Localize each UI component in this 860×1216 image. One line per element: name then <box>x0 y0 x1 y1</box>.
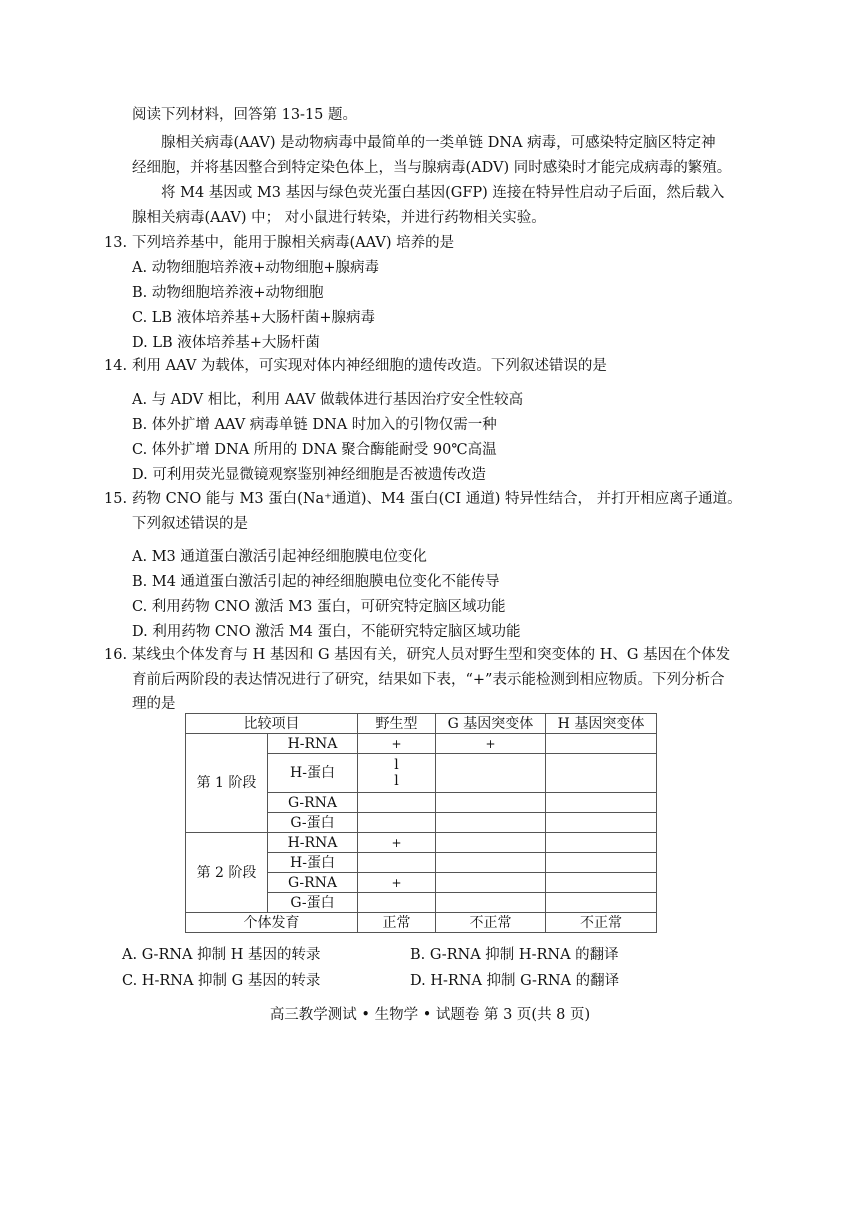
table-cell <box>546 754 657 793</box>
question-15-option-c: C. 利用药物 CNO 激活 M3 蛋白，可研究特定脑区域功能 <box>132 599 506 615</box>
table-cell <box>358 754 436 793</box>
question-16-stem-line-1: 某线虫个体发育与 H 基因和 G 基因有关，研究人员对野生型和突变体的 H、G 基因在个体发 <box>132 647 731 663</box>
table-cell <box>358 853 436 873</box>
question-16-option-d: D. H-RNA 抑制 G-RNA 的翻译 <box>410 973 620 989</box>
table-row <box>186 913 657 933</box>
table-cell <box>546 873 657 893</box>
development-wild-type: 正常 <box>358 913 436 933</box>
table-cell: + <box>436 734 546 754</box>
question-14-stem: 利用 AAV 为载体，可实现对体内神经细胞的遗传改造。下列叙述错误的是 <box>132 358 607 374</box>
question-13-option-b: B. 动物细胞培养液+动物细胞 <box>132 285 324 301</box>
question-16-number: 16. <box>104 647 128 663</box>
question-14-option-b: B. 体外扩增 AAV 病毒单链 DNA 时加入的引物仅需一种 <box>132 417 497 433</box>
table-cell <box>546 853 657 873</box>
header-g-mutant: G 基因突变体 <box>436 714 546 734</box>
question-15-stem-line-1: 药物 CNO 能与 M3 蛋白(Na⁺通道)、M4 蛋白(CI 通道) 特异性结合， 并打开相应离子通道。 <box>132 491 742 507</box>
stage-1-label: 第 1 阶段 <box>186 734 268 833</box>
question-13-option-d: D. LB 液体培养基+大肠杆菌 <box>132 335 320 351</box>
table-cell: + <box>358 833 436 853</box>
question-15-stem-line-2: 下列叙述错误的是 <box>132 516 248 532</box>
material-paragraph-1-line-1: 腺相关病毒(AAV) 是动物病毒中最简单的一类单链 DNA 病毒，可感染特定脑区特定神 <box>161 135 716 151</box>
cell-mark: l <box>394 773 399 789</box>
row-label: G-RNA <box>268 873 358 893</box>
question-15-number: 15. <box>104 491 128 507</box>
material-paragraph-2-line-2: 腺相关病毒(AAV) 中； 对小鼠进行转染，并进行药物相关实验。 <box>132 210 546 226</box>
question-14-number: 14. <box>104 358 128 374</box>
gene-expression-table <box>185 713 657 933</box>
question-15-option-b: B. M4 通道蛋白激活引起的神经细胞膜电位变化不能传导 <box>132 574 500 590</box>
question-16-option-a: A. G-RNA 抑制 H 基因的转录 <box>122 947 321 963</box>
development-g-mutant: 不正常 <box>436 913 546 933</box>
question-15-option-d: D. 利用药物 CNO 激活 M4 蛋白，不能研究特定脑区域功能 <box>132 624 521 640</box>
table-header-row <box>186 714 657 734</box>
table-row <box>186 734 657 754</box>
row-label: H-RNA <box>268 833 358 853</box>
row-label: H-RNA <box>268 734 358 754</box>
question-13-stem: 下列培养基中，能用于腺相关病毒(AAV) 培养的是 <box>132 235 455 251</box>
table-cell <box>436 853 546 873</box>
table-cell <box>436 893 546 913</box>
table-cell: + <box>358 734 436 754</box>
question-13-number: 13. <box>104 235 128 251</box>
question-14-option-c: C. 体外扩增 DNA 所用的 DNA 聚合酶能耐受 90℃高温 <box>132 442 497 458</box>
row-label: H-蛋白 <box>268 853 358 873</box>
question-13-option-a: A. 动物细胞培养液+动物细胞+腺病毒 <box>132 260 379 276</box>
table-cell <box>436 833 546 853</box>
row-label: G-RNA <box>268 793 358 813</box>
table-cell <box>436 873 546 893</box>
table-cell <box>546 793 657 813</box>
material-paragraph-2-line-1: 将 M4 基因或 M3 基因与绿色荧光蛋白基因(GFP) 连接在特异性启动子后面，然后载入 <box>161 185 725 201</box>
table-cell <box>436 793 546 813</box>
row-label: G-蛋白 <box>268 893 358 913</box>
question-13-option-c: C. LB 液体培养基+大肠杆菌+腺病毒 <box>132 310 375 326</box>
table-row <box>186 833 657 853</box>
table-cell <box>358 813 436 833</box>
material-paragraph-1-line-2: 经细胞，并将基因整合到特定染色体上，当与腺病毒(ADV) 同时感染时才能完成病毒的繁殖。 <box>132 160 732 176</box>
question-15-option-a: A. M3 通道蛋白激活引起神经细胞膜电位变化 <box>132 549 427 565</box>
header-comparison-item: 比较项目 <box>186 714 358 734</box>
reading-instruction: 阅读下列材料，回答第 13-15 题。 <box>132 107 358 123</box>
header-h-mutant: H 基因突变体 <box>546 714 657 734</box>
table-cell <box>358 793 436 813</box>
page-footer: 高三教学测试 • 生物学 • 试题卷 第 3 页(共 8 页) <box>269 1007 591 1023</box>
row-label: H-蛋白 <box>268 754 358 793</box>
table-cell: + <box>358 873 436 893</box>
table-cell <box>358 893 436 913</box>
table-cell <box>546 813 657 833</box>
cell-mark: l <box>394 757 399 773</box>
question-14-option-d: D. 可利用荧光显微镜观察鉴别神经细胞是否被遗传改造 <box>132 467 486 483</box>
table-cell <box>546 833 657 853</box>
question-16-stem-line-2: 育前后两阶段的表达情况进行了研究，结果如下表，“+”表示能检测到相应物质。下列分析合 <box>132 672 725 688</box>
header-wild-type: 野生型 <box>358 714 436 734</box>
row-label: G-蛋白 <box>268 813 358 833</box>
development-h-mutant: 不正常 <box>546 913 657 933</box>
question-16-stem-line-3: 理的是 <box>132 696 176 712</box>
table-cell <box>436 754 546 793</box>
question-16-option-c: C. H-RNA 抑制 G 基因的转录 <box>122 973 321 989</box>
development-label: 个体发育 <box>186 913 358 933</box>
question-16-option-b: B. G-RNA 抑制 H-RNA 的翻译 <box>410 947 619 963</box>
stage-2-label: 第 2 阶段 <box>186 833 268 913</box>
question-14-option-a: A. 与 ADV 相比，利用 AAV 做载体进行基因治疗安全性较高 <box>132 392 524 408</box>
table-cell <box>546 734 657 754</box>
table-cell <box>546 893 657 913</box>
table-cell <box>436 813 546 833</box>
